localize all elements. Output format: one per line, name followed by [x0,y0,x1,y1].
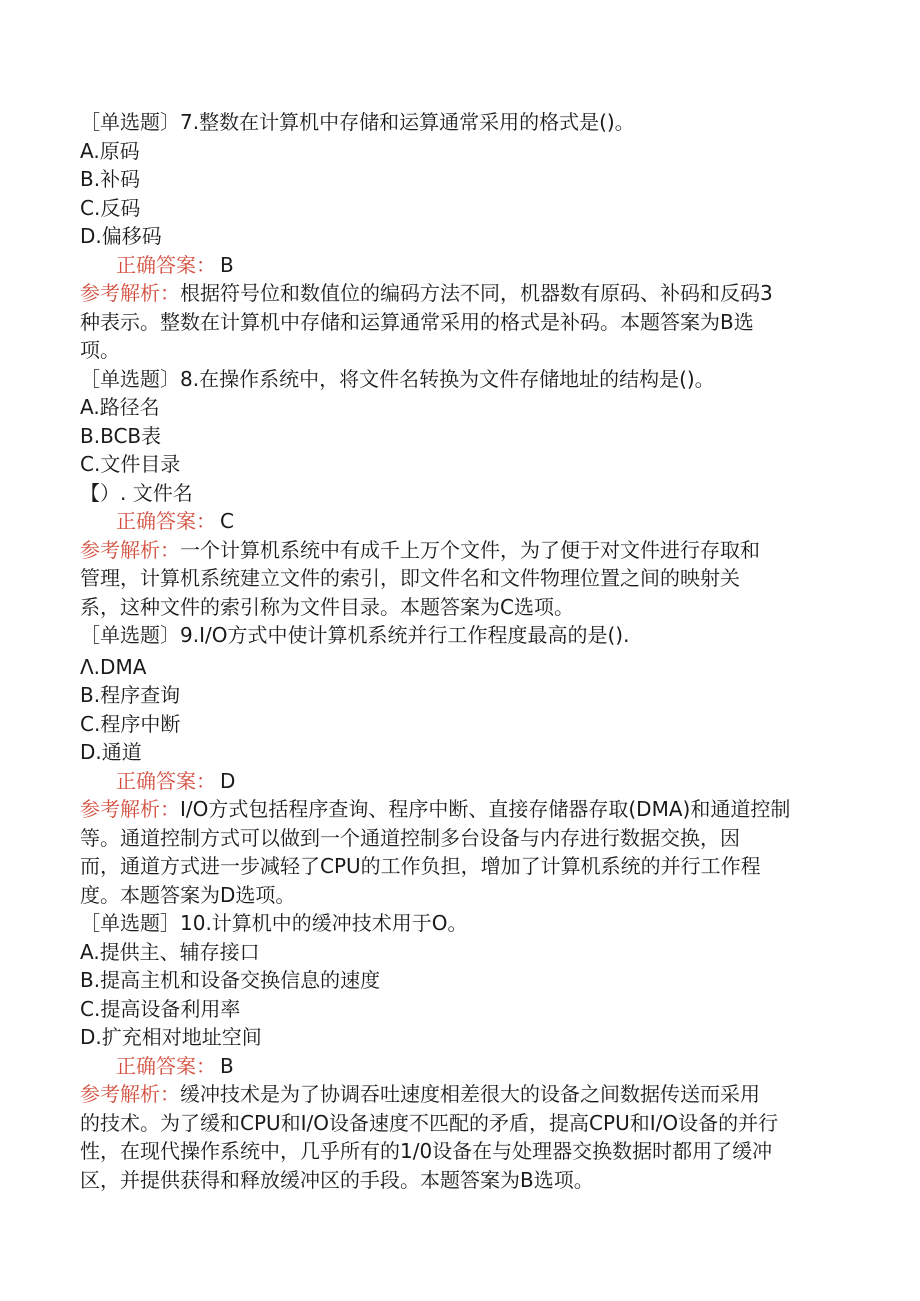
analysis [80,1080,840,1194]
option-b: B.BCB表 [80,423,162,448]
analysis-line: 性，在现代操作系统中，几乎所有的1/0设备在与处理器交换数据时都用了缓冲 [80,1139,773,1163]
option-c: C.程序中断 [80,711,181,736]
question-block [80,108,840,365]
analysis-text: I/O方式包括程序查询、程序中断、直接存储器存取(DMA)和通道控制 [180,797,791,821]
option-d: D.偏移码 [80,224,162,248]
question-stem: ［单选题〕8.在操作系统中，将文件名转换为文件存储地址的结构是()。 [80,366,715,391]
analysis-text: 根据符号位和数值位的编码方法不同，机器数有原码、补码和反码3 [180,281,773,305]
answer-value: C [220,509,234,533]
analysis-line: 管理，计算机系统建立文件的索引，即文件名和文件物理位置之间的映射关 [80,566,740,590]
analysis-label: 参考解析： [80,1082,180,1106]
analysis-text: 一个计算机系统中有成千上万个文件，为了便于对文件进行存取和 [180,537,760,562]
option-a: A.路径名 [80,395,160,419]
question-block [80,621,840,909]
analysis [80,795,840,909]
analysis-line [80,536,840,565]
option-a: A.提供主、辅存接口 [80,939,260,964]
correct-answer [80,1052,840,1081]
question-block [80,365,840,622]
analysis-line: 度。本题答案为D选项。 [80,882,296,907]
document-page [80,108,840,1194]
option-b: B.提高主机和设备交换信息的速度 [80,968,381,992]
option-c: C.反码 [80,195,141,220]
analysis-line [80,795,840,824]
analysis-line: 等。通道控制方式可以做到一个通道控制多台设备与内存进行数据交换，因 [80,825,740,850]
correct-answer [80,251,840,280]
answer-value: B [220,252,234,277]
option-c: C.文件目录 [80,452,181,476]
question-stem: ［单选题］10.计算机中的缓冲技术用于O。 [80,911,468,935]
analysis-line [80,1080,840,1109]
answer-label: 正确答案： [116,1053,216,1078]
option-d: D.扩充相对地址空间 [80,1025,262,1049]
option-a: A.原码 [80,138,140,163]
option-a: Λ.DMA [80,654,147,679]
analysis-label: 参考解析： [80,281,180,305]
analysis-line: 系，这种文件的索引称为文件目录。本题答案为C选项。 [80,594,574,619]
answer-label: 正确答案： [116,509,216,533]
analysis-line: 种表示。整数在计算机中存储和运算通常采用的格式是补码。本题答案为B选 [80,309,754,334]
question-stem: ［单选题〕7.整数在计算机中存储和运算通常采用的格式是()。 [80,110,635,134]
answer-value: D [220,768,236,793]
correct-answer [80,767,840,796]
analysis [80,279,840,365]
answer-label: 正确答案： [116,768,216,793]
option-c: C.提高设备利用率 [80,996,241,1021]
question-stem: ［单选题〕9.I/O方式中使计算机系统并行工作程度最高的是(). [80,623,630,647]
analysis-text: 缓冲技术是为了协调吞吐速度相差很大的设备之间数据传送而采用 [180,1082,760,1106]
answer-label: 正确答案： [116,252,216,277]
option-b: B.补码 [80,167,141,191]
analysis-label: 参考解析： [80,537,180,562]
question-block [80,909,840,1194]
analysis-line: 而，通道方式进一步减轻了CPU的工作负担，增加了计算机系统的并行工作程 [80,854,761,878]
option-d: D.通道 [80,740,142,764]
analysis-label: 参考解析： [80,797,180,821]
analysis [80,536,840,622]
option-b: B.程序查询 [80,683,181,707]
analysis-line: 项。 [80,338,120,362]
correct-answer [80,507,840,536]
answer-value: B [220,1053,234,1078]
analysis-line: 的技术。为了缓和CPU和I/O设备速度不匹配的矛盾，提高CPU和I/O设备的并行 [80,1110,779,1135]
analysis-line: 区，并提供获得和释放缓冲区的手段。本题答案为B选项。 [80,1167,594,1192]
option-d: 【）. 文件名 [80,480,193,505]
analysis-line [80,279,840,308]
